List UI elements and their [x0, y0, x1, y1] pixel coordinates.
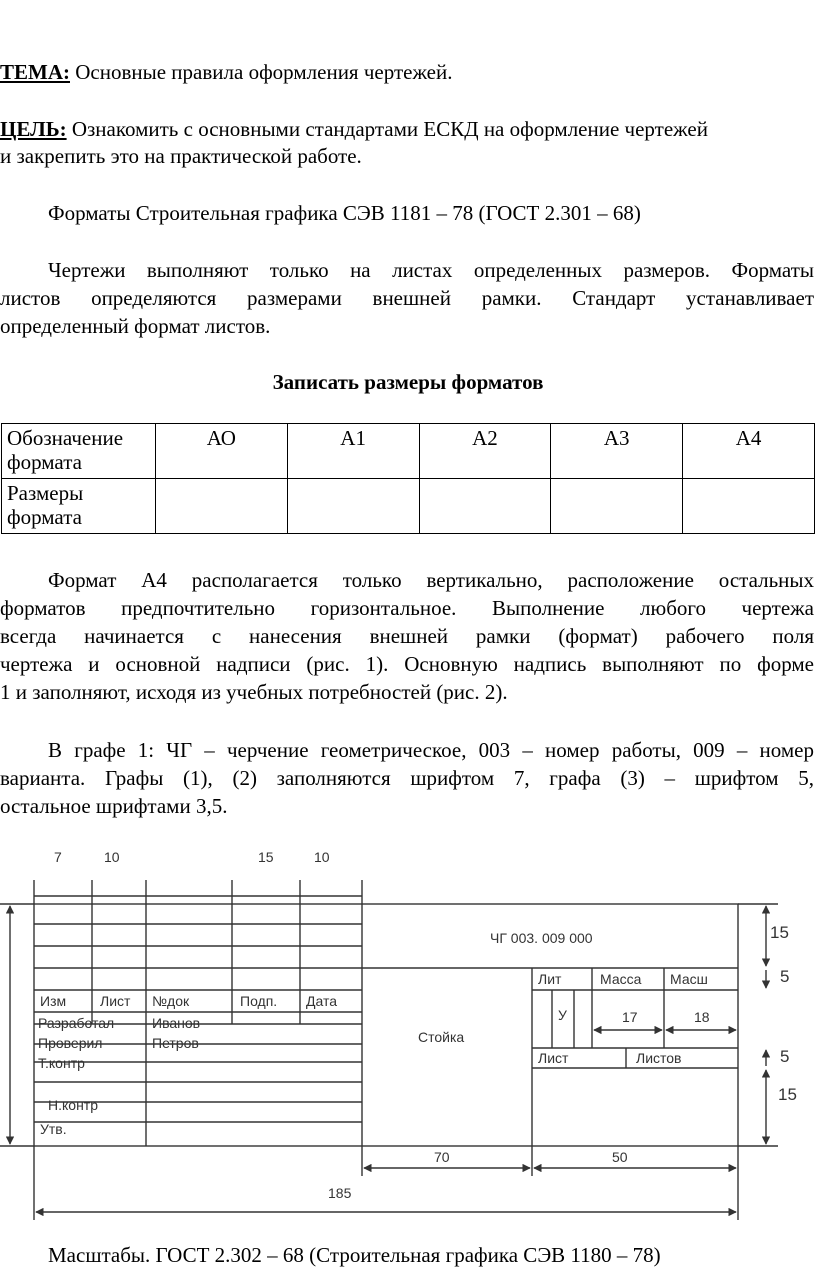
dim-17: 17: [622, 1009, 638, 1025]
col-podp: Подп.: [240, 993, 278, 1009]
dim-right-15b: 15: [778, 1085, 797, 1104]
topic-text: Основные правила оформления чертежей.: [70, 60, 453, 84]
row-utv: Утв.: [40, 1121, 67, 1137]
table-cell-header: А4: [683, 424, 815, 479]
dim-70: 70: [434, 1149, 450, 1165]
goal-text-1: Ознакомить с основными стандартами ЕСКД на оформление чертежей: [66, 117, 708, 141]
dim-top-10b: 10: [314, 849, 330, 865]
goal-label: ЦЕЛЬ:: [0, 117, 67, 141]
dim-50: 50: [612, 1149, 628, 1165]
table-row: [2, 479, 815, 534]
dim-18: 18: [694, 1009, 710, 1025]
dim-185: 185: [328, 1185, 352, 1201]
table-cell-header: А3: [551, 424, 683, 479]
row-tkontr: Т.контр: [38, 1055, 85, 1071]
dim-right-5b: 5: [780, 1047, 790, 1066]
formats-table: [1, 423, 815, 534]
para3-line-3: остальное шрифтами 3,5.: [0, 794, 228, 818]
dim-top-7: 7: [54, 849, 62, 865]
para2-line-1: Формат А4 располагается только вертикально, расположение остальных: [48, 568, 814, 592]
para2-line-5: 1 и заполняют, исходя из учебных потребностей (рис. 2).: [0, 680, 508, 704]
row-razrabotal: Разработал: [38, 1015, 115, 1031]
row-proveril: Проверил: [38, 1035, 103, 1051]
title-block-drawing: [0, 840, 816, 1240]
table-cell-label: Обозначение формата: [2, 424, 156, 479]
goal-line-2: и закрепить это на практической работе.: [0, 144, 362, 168]
table-row: [2, 424, 815, 479]
topic-label: ТЕМА:: [0, 60, 70, 84]
drawing-code: ЧГ 003. 009 000: [490, 930, 593, 946]
col-list: Лист: [100, 993, 131, 1009]
para1-line-1: Чертежи выполняют только на листах определенных размеров. Форматы: [48, 258, 814, 282]
row-nkontr: Н.контр: [48, 1097, 98, 1113]
formats-heading: Форматы Строительная графика СЭВ 1181 – 78 (ГОСТ 2.301 – 68): [48, 201, 641, 225]
table-cell-empty[interactable]: [155, 479, 287, 534]
name-petrov: Петров: [152, 1035, 199, 1051]
cell-sheets: Листов: [636, 1050, 682, 1066]
para1-line-3: определенный формат листов.: [0, 314, 271, 338]
title-block-frame: [34, 904, 738, 1146]
col-ndok: №док: [152, 993, 190, 1009]
topic-line: [0, 60, 452, 84]
goal-line-1: [0, 117, 708, 141]
cell-u: У: [558, 1007, 567, 1023]
para2-line-2: форматов предпочтительно горизонтальное. Выполнение любого чертежа: [0, 596, 814, 620]
col-izm: Изм: [40, 993, 67, 1009]
table-title: Записать размеры форматов: [272, 370, 544, 394]
dim-top-15: 15: [258, 849, 274, 865]
col-data: Дата: [306, 993, 338, 1009]
table-cell-header: А2: [419, 424, 551, 479]
para1-line-2: листов определяются размерами внешней рамки. Стандарт устанавливает: [0, 286, 814, 310]
drawing-name: Стойка: [418, 1029, 465, 1045]
cell-sheet: Лист: [538, 1050, 569, 1066]
table-cell-header: АО: [155, 424, 287, 479]
table-cell-empty[interactable]: [683, 479, 815, 534]
dim-top-10: 10: [104, 849, 120, 865]
footer-line: Масштабы. ГОСТ 2.302 – 68 (Строительная графика СЭВ 1180 – 78): [48, 1243, 661, 1267]
table-cell-label: Размеры формата: [2, 479, 156, 534]
cell-scale: Масш: [670, 971, 708, 987]
dim-right-5: 5: [780, 967, 790, 986]
table-cell-header: А1: [287, 424, 419, 479]
table-cell-empty[interactable]: [551, 479, 683, 534]
cell-mass: Масса: [600, 971, 642, 987]
cell-lit: Лит: [538, 971, 562, 987]
dim-right-15: 15: [770, 923, 789, 942]
para2-line-3: всегда начинается с нанесения внешней рамки (формат) рабочего поля: [0, 624, 814, 648]
para2-line-4: чертежа и основной надписи (рис. 1). Основную надпись выполняют по форме: [0, 652, 814, 676]
table-cell-empty[interactable]: [287, 479, 419, 534]
table-cell-empty[interactable]: [419, 479, 551, 534]
para3-line-2: варианта. Графы (1), (2) заполняются шрифтом 7, графа (3) – шрифтом 5,: [0, 766, 814, 790]
para3-line-1: В графе 1: ЧГ – черчение геометрическое, 003 – номер работы, 009 – номер: [48, 738, 814, 762]
name-ivanov: Иванов: [152, 1015, 201, 1031]
